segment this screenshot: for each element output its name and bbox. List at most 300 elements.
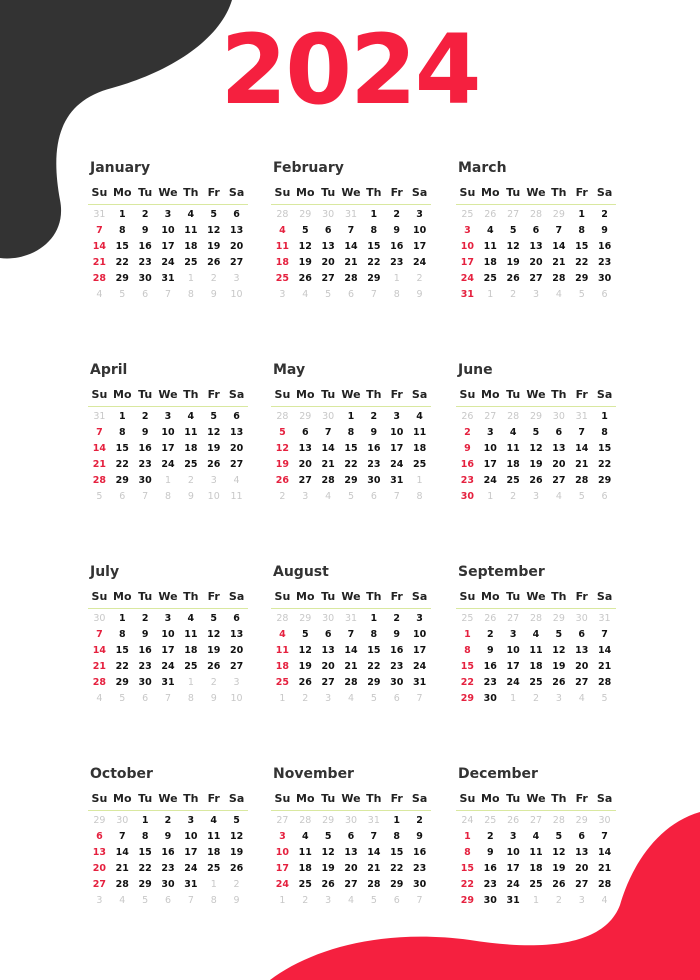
day-cell: 29 <box>390 879 404 890</box>
day-cell-adjacent: 28 <box>552 815 565 826</box>
day-cell: 27 <box>229 661 244 672</box>
day-cell-adjacent: 29 <box>552 209 565 220</box>
day-cell: 17 <box>460 257 475 268</box>
day-cell: 18 <box>275 661 290 672</box>
weekday-label: Su <box>274 792 291 805</box>
month-october <box>88 764 248 909</box>
day-cell: 30 <box>138 475 152 486</box>
month-march <box>456 158 616 303</box>
day-cell: 15 <box>115 645 129 656</box>
day-cell-adjacent: 2 <box>233 879 240 890</box>
day-cell-adjacent: 7 <box>416 693 423 704</box>
weekday-label: Fr <box>390 186 403 199</box>
weekday-label: Fr <box>390 388 403 401</box>
day-cell: 4 <box>210 815 218 826</box>
day-cell: 23 <box>367 459 381 470</box>
day-cell-adjacent: 6 <box>601 491 608 502</box>
day-cell-adjacent: 4 <box>555 491 562 502</box>
day-cell-adjacent: 30 <box>322 613 335 624</box>
day-cell-adjacent: 30 <box>575 613 588 624</box>
day-cell: 24 <box>390 459 404 470</box>
weekday-label: We <box>526 186 546 199</box>
day-cell-adjacent: 2 <box>187 475 194 486</box>
day-cell-adjacent: 8 <box>187 289 194 300</box>
day-cell-adjacent: 30 <box>93 613 106 624</box>
day-cell-adjacent: 1 <box>187 273 194 284</box>
day-cell: 26 <box>552 677 566 688</box>
weekday-label: Mo <box>113 590 132 603</box>
day-cell-adjacent: 4 <box>302 289 309 300</box>
day-cell: 8 <box>118 225 126 236</box>
day-cell: 1 <box>464 831 471 842</box>
days-grid <box>271 207 431 303</box>
day-cell: 30 <box>138 273 152 284</box>
day-cell: 31 <box>412 677 427 688</box>
day-cell: 19 <box>298 257 312 268</box>
day-cell: 19 <box>321 863 335 874</box>
day-cell: 18 <box>207 847 221 858</box>
weekday-label: Su <box>459 590 476 603</box>
day-cell: 18 <box>184 443 198 454</box>
day-cell: 13 <box>229 427 244 438</box>
day-cell: 10 <box>412 629 427 640</box>
day-cell-adjacent: 5 <box>601 693 608 704</box>
day-cell: 9 <box>464 443 471 454</box>
day-cell: 25 <box>529 879 543 890</box>
day-cell: 28 <box>92 677 107 688</box>
month-name: May <box>273 362 306 378</box>
day-cell: 29 <box>460 895 475 906</box>
weekday-label: Mo <box>113 792 132 805</box>
year-title: 2024 <box>220 14 480 126</box>
day-cell: 1 <box>370 209 378 220</box>
day-cell: 6 <box>233 613 240 624</box>
month-august <box>271 562 431 707</box>
day-cell: 9 <box>393 225 401 236</box>
day-cell: 29 <box>115 475 129 486</box>
day-cell: 21 <box>92 459 107 470</box>
day-cell: 17 <box>412 241 427 252</box>
day-cell: 23 <box>138 257 152 268</box>
day-cell: 25 <box>412 459 427 470</box>
day-cell-adjacent: 25 <box>461 613 474 624</box>
day-cell: 1 <box>578 209 586 220</box>
weekday-label: We <box>341 792 361 805</box>
day-cell: 19 <box>207 645 221 656</box>
weekday-label: Fr <box>575 792 588 805</box>
day-cell: 15 <box>367 241 381 252</box>
day-cell: 20 <box>344 863 358 874</box>
day-cell-adjacent: 9 <box>233 895 240 906</box>
day-cell: 5 <box>509 225 517 236</box>
day-cell: 20 <box>321 257 335 268</box>
day-cell-adjacent: 26 <box>484 613 497 624</box>
day-cell: 3 <box>509 831 517 842</box>
day-cell-adjacent: 9 <box>210 693 217 704</box>
day-cell: 30 <box>390 677 404 688</box>
weekday-label: Th <box>366 388 382 401</box>
weekday-label: We <box>158 186 178 199</box>
weekday-label: Tu <box>321 590 336 603</box>
day-cell: 11 <box>483 241 497 252</box>
day-cell: 16 <box>138 443 152 454</box>
day-cell: 31 <box>506 895 520 906</box>
day-cell-adjacent: 29 <box>322 815 335 826</box>
weekday-label: Th <box>183 792 199 805</box>
day-cell-adjacent: 5 <box>370 895 377 906</box>
day-cell: 30 <box>483 693 497 704</box>
days-grid <box>271 813 431 909</box>
day-cell: 26 <box>529 475 543 486</box>
day-cell: 21 <box>597 863 612 874</box>
day-cell: 13 <box>344 847 358 858</box>
day-cell: 22 <box>367 257 381 268</box>
day-cell-adjacent: 30 <box>322 209 335 220</box>
day-cell: 24 <box>275 879 290 890</box>
day-cell: 12 <box>207 225 221 236</box>
month-november <box>271 764 431 909</box>
day-cell-adjacent: 28 <box>529 209 543 220</box>
weekday-label: Tu <box>506 388 521 401</box>
day-cell: 14 <box>367 847 381 858</box>
weekday-label: Fr <box>575 388 588 401</box>
day-cell-adjacent: 1 <box>210 879 217 890</box>
day-cell: 9 <box>601 225 608 236</box>
day-cell: 18 <box>529 661 543 672</box>
day-cell-adjacent: 9 <box>416 289 423 300</box>
day-cell-adjacent: 8 <box>164 491 172 502</box>
day-cell: 11 <box>412 427 427 438</box>
day-cell: 2 <box>141 613 149 624</box>
month-name: December <box>458 766 538 782</box>
day-cell: 5 <box>279 427 286 438</box>
weekday-label: Th <box>366 186 382 199</box>
day-cell-adjacent: 7 <box>393 491 400 502</box>
day-cell: 11 <box>529 847 543 858</box>
day-cell: 12 <box>207 629 221 640</box>
day-cell: 9 <box>370 427 378 438</box>
day-cell: 23 <box>138 661 152 672</box>
day-cell-adjacent: 5 <box>119 693 126 704</box>
day-cell-adjacent: 26 <box>461 411 474 422</box>
day-cell: 12 <box>275 443 290 454</box>
weekday-label: We <box>526 590 546 603</box>
day-cell: 26 <box>321 879 335 890</box>
day-cell-adjacent: 4 <box>555 289 562 300</box>
weekday-label: Th <box>551 186 567 199</box>
day-cell: 8 <box>464 645 471 656</box>
month-name: November <box>273 766 354 782</box>
weekday-label: Su <box>274 186 291 199</box>
month-july <box>88 562 248 707</box>
day-cell: 18 <box>184 645 198 656</box>
day-cell: 14 <box>344 241 358 252</box>
day-cell: 6 <box>347 831 355 842</box>
weekday-label: Tu <box>321 792 336 805</box>
day-cell-adjacent: 6 <box>370 491 377 502</box>
month-june <box>456 360 616 505</box>
day-cell: 7 <box>601 831 608 842</box>
day-cell: 5 <box>233 815 240 826</box>
day-cell: 9 <box>486 847 494 858</box>
day-cell: 9 <box>393 629 401 640</box>
day-cell: 4 <box>187 613 195 624</box>
day-cell-adjacent: 6 <box>142 693 149 704</box>
day-cell: 29 <box>367 677 381 688</box>
day-cell: 26 <box>207 459 221 470</box>
day-cell: 23 <box>138 459 152 470</box>
day-cell: 14 <box>321 443 335 454</box>
weekday-label: Mo <box>481 590 500 603</box>
weekday-label: Fr <box>207 590 220 603</box>
day-cell: 11 <box>184 225 198 236</box>
weekday-label: We <box>526 792 546 805</box>
day-cell-adjacent: 1 <box>487 289 494 300</box>
weekday-header <box>456 386 616 407</box>
month-december <box>456 764 616 909</box>
day-cell: 31 <box>390 475 404 486</box>
day-cell: 27 <box>529 273 543 284</box>
weekday-label: Fr <box>207 388 220 401</box>
day-cell: 12 <box>229 831 244 842</box>
day-cell: 5 <box>210 613 218 624</box>
day-cell: 22 <box>575 257 589 268</box>
weekday-label: Mo <box>113 186 132 199</box>
day-cell-adjacent: 3 <box>210 475 217 486</box>
day-cell: 26 <box>229 863 244 874</box>
day-cell: 28 <box>344 677 358 688</box>
days-grid <box>88 207 248 303</box>
day-cell: 4 <box>486 225 494 236</box>
day-cell: 15 <box>367 645 381 656</box>
day-cell-adjacent: 4 <box>578 693 585 704</box>
day-cell: 8 <box>578 225 586 236</box>
day-cell: 7 <box>96 427 103 438</box>
day-cell: 12 <box>552 847 566 858</box>
day-cell: 2 <box>486 629 494 640</box>
day-cell: 21 <box>575 459 589 470</box>
day-cell-adjacent: 30 <box>322 411 335 422</box>
day-cell: 1 <box>118 613 126 624</box>
day-cell: 29 <box>575 273 589 284</box>
day-cell-adjacent: 4 <box>119 895 126 906</box>
day-cell-adjacent: 2 <box>555 895 562 906</box>
day-cell: 8 <box>393 831 401 842</box>
day-cell: 8 <box>370 225 378 236</box>
day-cell-adjacent: 26 <box>507 815 520 826</box>
day-cell: 25 <box>298 879 312 890</box>
day-cell: 9 <box>141 225 149 236</box>
day-cell: 23 <box>412 863 427 874</box>
day-cell: 22 <box>460 677 475 688</box>
weekday-label: Su <box>459 792 476 805</box>
day-cell: 23 <box>483 677 497 688</box>
day-cell: 21 <box>597 661 612 672</box>
day-cell: 21 <box>321 459 335 470</box>
day-cell: 15 <box>597 443 612 454</box>
day-cell: 3 <box>416 613 423 624</box>
weekday-label: We <box>158 792 178 805</box>
day-cell: 25 <box>506 475 520 486</box>
day-cell-adjacent: 27 <box>484 411 497 422</box>
weekday-label: Tu <box>321 388 336 401</box>
day-cell: 15 <box>460 863 475 874</box>
day-cell-adjacent: 6 <box>393 895 400 906</box>
day-cell: 7 <box>601 629 608 640</box>
day-cell: 25 <box>184 459 198 470</box>
day-cell-adjacent: 10 <box>207 491 220 502</box>
day-cell: 17 <box>506 661 520 672</box>
day-cell: 30 <box>138 677 152 688</box>
day-cell-adjacent: 29 <box>299 613 312 624</box>
day-cell: 3 <box>416 209 423 220</box>
month-name: March <box>458 160 507 176</box>
day-cell: 6 <box>233 209 240 220</box>
day-cell: 15 <box>390 847 404 858</box>
day-cell: 13 <box>575 645 589 656</box>
day-cell-adjacent: 28 <box>529 613 543 624</box>
weekday-label: Mo <box>481 792 500 805</box>
day-cell: 26 <box>207 661 221 672</box>
day-cell: 15 <box>575 241 589 252</box>
day-cell: 22 <box>115 257 129 268</box>
weekday-label: Sa <box>228 590 245 603</box>
day-cell: 22 <box>390 863 404 874</box>
weekday-label: Su <box>274 388 291 401</box>
day-cell: 7 <box>347 225 355 236</box>
day-cell: 8 <box>118 427 126 438</box>
day-cell: 8 <box>601 427 608 438</box>
day-cell: 3 <box>164 209 172 220</box>
day-cell-adjacent: 5 <box>142 895 149 906</box>
weekday-label: Fr <box>575 186 588 199</box>
day-cell: 7 <box>96 629 103 640</box>
weekday-label: Th <box>183 186 199 199</box>
day-cell: 4 <box>187 209 195 220</box>
weekday-label: Sa <box>411 590 428 603</box>
day-cell: 1 <box>118 411 126 422</box>
day-cell-adjacent: 1 <box>532 895 540 906</box>
days-grid <box>456 409 616 505</box>
day-cell: 17 <box>161 241 175 252</box>
weekday-label: Th <box>366 792 382 805</box>
day-cell: 15 <box>344 443 358 454</box>
day-cell: 31 <box>184 879 198 890</box>
day-cell-adjacent: 6 <box>601 289 608 300</box>
day-cell-adjacent: 31 <box>367 815 380 826</box>
day-cell: 24 <box>506 879 520 890</box>
day-cell: 18 <box>483 257 497 268</box>
day-cell: 10 <box>506 645 520 656</box>
day-cell: 10 <box>412 225 427 236</box>
days-grid <box>88 813 248 909</box>
weekday-label: Sa <box>411 388 428 401</box>
day-cell-adjacent: 5 <box>370 693 377 704</box>
day-cell-adjacent: 31 <box>344 613 358 624</box>
weekday-label: Mo <box>113 388 132 401</box>
weekday-label: Tu <box>506 792 521 805</box>
weekday-label: Su <box>91 186 108 199</box>
weekday-label: Sa <box>596 792 613 805</box>
day-cell: 17 <box>390 443 404 454</box>
day-cell: 21 <box>344 661 358 672</box>
weekday-label: Sa <box>228 792 245 805</box>
day-cell: 10 <box>275 847 290 858</box>
day-cell-adjacent: 4 <box>233 475 240 486</box>
day-cell: 17 <box>506 863 520 874</box>
day-cell: 2 <box>601 209 608 220</box>
day-cell: 17 <box>412 645 427 656</box>
day-cell: 20 <box>229 443 244 454</box>
weekday-label: Tu <box>138 590 153 603</box>
day-cell-adjacent: 2 <box>302 693 309 704</box>
day-cell: 7 <box>555 225 563 236</box>
day-cell: 24 <box>184 863 198 874</box>
day-cell: 14 <box>575 443 589 454</box>
day-cell: 20 <box>575 863 589 874</box>
day-cell: 28 <box>92 475 107 486</box>
day-cell-adjacent: 6 <box>347 289 355 300</box>
day-cell: 10 <box>483 443 497 454</box>
day-cell-adjacent: 2 <box>302 895 309 906</box>
day-cell-adjacent: 3 <box>532 289 540 300</box>
day-cell: 12 <box>321 847 335 858</box>
day-cell: 28 <box>552 273 566 284</box>
day-cell: 3 <box>486 427 494 438</box>
day-cell: 24 <box>460 273 475 284</box>
weekday-label: Tu <box>138 792 153 805</box>
day-cell: 26 <box>298 273 312 284</box>
day-cell-adjacent: 5 <box>347 491 355 502</box>
day-cell: 30 <box>460 491 475 502</box>
day-cell-adjacent: 3 <box>279 289 286 300</box>
day-cell: 22 <box>138 863 152 874</box>
day-cell: 8 <box>347 427 355 438</box>
day-cell: 27 <box>321 677 335 688</box>
day-cell-adjacent: 29 <box>299 209 312 220</box>
weekday-label: We <box>158 590 178 603</box>
day-cell: 21 <box>115 863 129 874</box>
weekday-label: Mo <box>296 590 315 603</box>
day-cell-adjacent: 10 <box>230 289 243 300</box>
day-cell-adjacent: 3 <box>96 895 103 906</box>
day-cell: 20 <box>229 645 244 656</box>
day-cell: 26 <box>298 677 312 688</box>
weekday-label: Fr <box>207 186 220 199</box>
day-cell: 24 <box>161 459 175 470</box>
day-cell: 27 <box>321 273 335 284</box>
day-cell: 14 <box>597 645 612 656</box>
day-cell: 2 <box>393 613 401 624</box>
day-cell-adjacent: 6 <box>142 289 149 300</box>
day-cell: 10 <box>390 427 404 438</box>
day-cell: 6 <box>233 411 240 422</box>
weekday-label: We <box>341 186 361 199</box>
day-cell-adjacent: 2 <box>510 289 517 300</box>
day-cell-adjacent: 24 <box>461 815 474 826</box>
day-cell-adjacent: 8 <box>187 693 194 704</box>
day-cell: 19 <box>229 847 244 858</box>
day-cell: 14 <box>115 847 129 858</box>
day-cell: 20 <box>575 661 589 672</box>
day-cell: 11 <box>298 847 312 858</box>
month-name: October <box>90 766 153 782</box>
day-cell: 5 <box>301 629 309 640</box>
day-cell: 15 <box>460 661 475 672</box>
day-cell: 22 <box>344 459 358 470</box>
month-name: September <box>458 564 545 580</box>
weekday-label: Th <box>183 388 199 401</box>
